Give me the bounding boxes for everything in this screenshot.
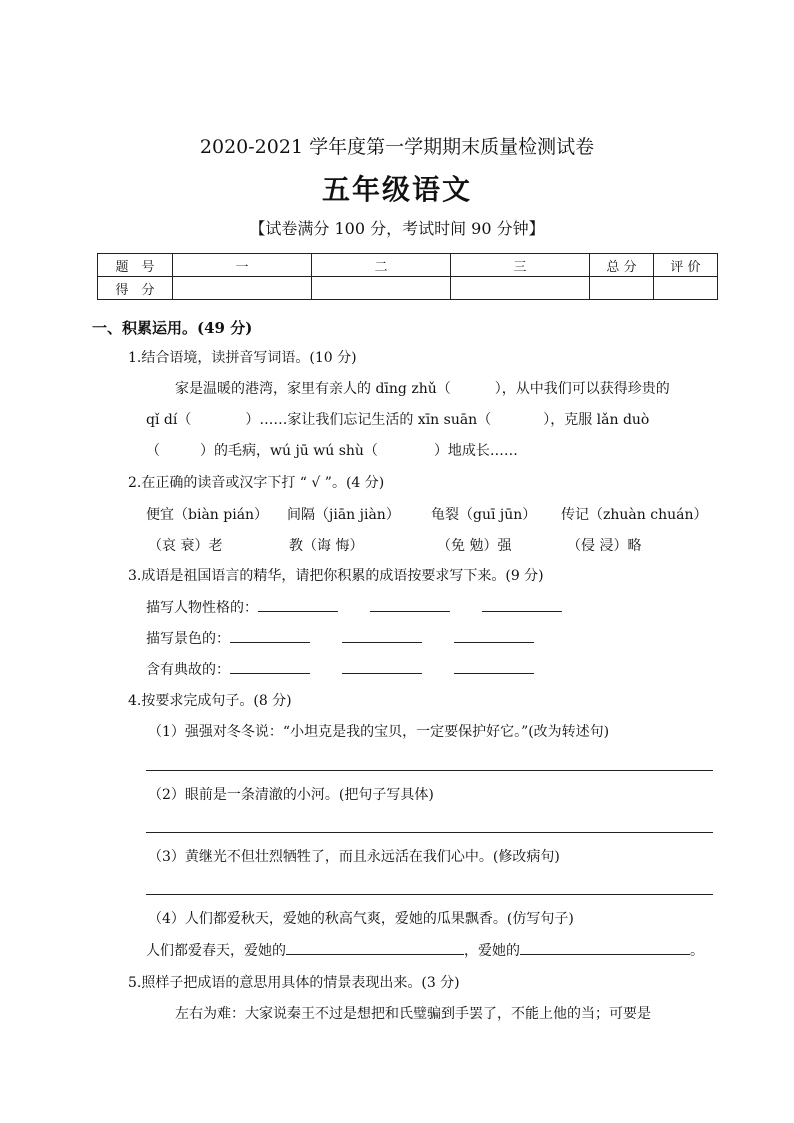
answer-blank[interactable] [230,673,310,674]
text: ，爱她的 [464,943,520,959]
question-4-stem: 4.按要求完成句子。(8 分) [128,693,292,709]
text: 。 [690,943,704,959]
category-label: 描写人物性格的： [146,600,258,616]
text: ）地成长…… [433,443,518,459]
text: qǐ dí（ [146,412,192,428]
score-cell[interactable] [173,277,312,300]
answer-blank[interactable] [454,642,534,643]
character-choice[interactable]: （侵 浸）略 [567,538,642,554]
table-cell: 二 [312,254,451,277]
question-1-line-1 [175,379,670,399]
text: ），从中我们可以获得珍贵的 [494,381,670,397]
section-title: 一、积累运用。(49 分) [92,319,253,337]
answer-blank[interactable] [342,642,422,643]
character-choice[interactable]: （哀 衰）老 [148,538,223,554]
table-cell: 一 [173,254,312,277]
answer-blank[interactable] [454,673,534,674]
question-5-example: 左右为难：大家说秦王不过是想把和氏璧骗到手罢了，不能上他的当；可要是 [175,1006,651,1022]
answer-blank[interactable] [342,673,422,674]
sentence-task-1: （1）强强对冬冬说：“小坦克是我的宝贝，一定要保护好它。”(改为转述句) [148,724,610,740]
answer-line[interactable] [146,832,713,833]
sentence-task-2: （2）眼前是一条清澈的小河。(把句子写具体) [148,787,434,803]
question-1-line-2 [146,410,649,430]
pinyin-choice[interactable]: 龟裂（guī jūn） [431,507,537,523]
table-cell: 评 价 [654,254,718,277]
text: ），克服 lǎn duò [543,412,650,428]
score-cell[interactable] [590,277,654,300]
character-choice[interactable]: （免 勉）强 [437,538,512,554]
question-3-stem: 3.成语是祖国语言的精华，请把你积累的成语按要求写下来。(9 分) [128,568,544,584]
character-choice[interactable]: 教（诲 悔） [289,538,364,554]
table-row [98,277,718,300]
pinyin-choice[interactable]: 传记（zhuàn chuán） [561,507,708,523]
text: ）的毛病，wú jū wú shù（ [200,443,378,459]
table-cell: 总 分 [590,254,654,277]
category-label: 含有典故的： [146,662,230,678]
exam-title: 2020-2021 学年度第一学期期末质量检测试卷 [199,136,595,158]
score-cell[interactable] [654,277,718,300]
question-1-line-3 [146,441,518,461]
pinyin-choice[interactable]: 便宜（biàn pián） [146,507,269,523]
text: 人们都爱春天，爱她的 [146,943,286,959]
question-5-stem: 5.照样子把成语的意思用具体的情景表现出来。(3 分) [128,975,460,991]
table-cell: 得 分 [98,277,173,300]
text: ）……家让我们忘记生活的 xīn suān（ [245,412,492,428]
answer-line[interactable] [146,770,713,771]
answer-blank[interactable] [370,611,450,612]
pinyin-choice[interactable]: 间隔（jiān jiàn） [287,507,400,523]
score-table [97,253,718,300]
answer-blank[interactable] [258,611,338,612]
sentence-task-4: （4）人们都爱秋天，爱她的秋高气爽，爱她的瓜果飘香。(仿写句子) [148,911,574,927]
table-cell: 题 号 [98,254,173,277]
question-1-stem: 1.结合语境，读拼音写词语。(10 分) [128,350,357,366]
text: 家是温暖的港湾，家里有亲人的 dīng zhǔ（ [175,381,451,397]
table-cell: 三 [451,254,590,277]
idiom-row-allusion [146,660,534,680]
score-cell[interactable] [451,277,590,300]
answer-blank[interactable] [286,954,464,955]
table-row [98,254,718,277]
subject-title: 五年级语文 [321,173,472,206]
sentence-task-3: （3）黄继光不但壮烈牺牲了，而且永远活在我们心中。(修改病句) [148,849,560,865]
score-cell[interactable] [312,277,451,300]
text: （ [146,443,160,459]
answer-blank[interactable] [230,642,310,643]
answer-blank[interactable] [482,611,562,612]
answer-line[interactable] [146,894,713,895]
category-label: 描写景色的： [146,631,230,647]
question-2-stem: 2.在正确的读音或汉字下打 “ √ ”。(4 分) [128,475,385,491]
idiom-row-scenery [146,629,534,649]
imitation-sentence [146,941,704,961]
idiom-row-personality [146,598,562,618]
exam-note: 【试卷满分 100 分，考试时间 90 分钟】 [249,219,545,238]
answer-blank[interactable] [520,954,690,955]
